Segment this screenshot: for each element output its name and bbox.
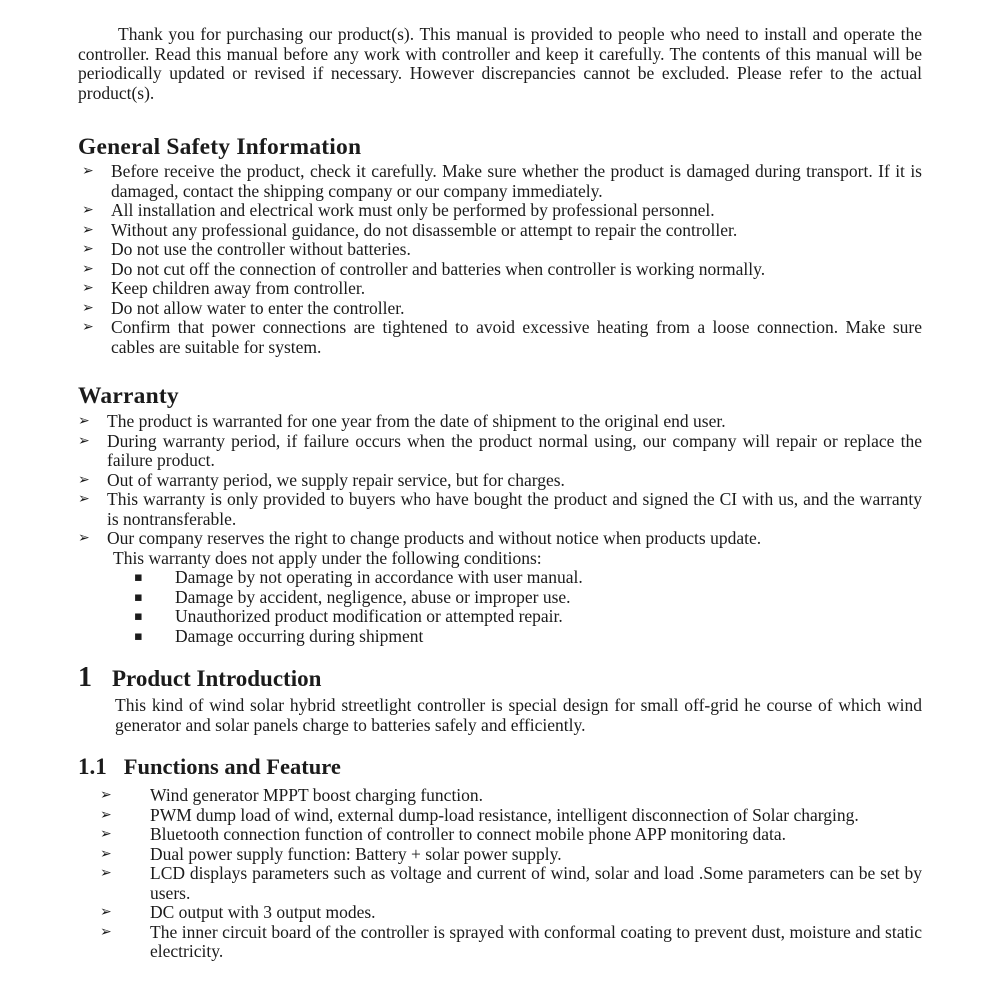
list-item-text: Keep children away from controller.	[111, 278, 366, 298]
square-bullet-icon: ▪	[134, 570, 143, 585]
list-item	[78, 490, 922, 529]
list-item-text: All installation and electrical work must only be performed by professional personnel.	[111, 200, 715, 220]
list-item	[78, 529, 922, 549]
list-item-text: Without any professional guidance, do not disassemble or attempt to repair the controller.	[111, 219, 738, 240]
arrow-bullet-icon: ➢	[82, 202, 94, 218]
square-bullet-icon: ▪	[134, 628, 143, 644]
arrow-bullet-icon: ➢	[78, 491, 90, 507]
list-item-text: The inner circuit board of the controller is sprayed with conformal coating to prevent dust, moisture and static electricity.	[150, 921, 922, 961]
list-item	[78, 240, 922, 260]
list-item-text: Damage by not operating in accordance with user manual.	[175, 567, 583, 587]
arrow-bullet-icon: ➢	[100, 904, 112, 920]
arrow-bullet-icon: ➢	[82, 221, 94, 238]
list-item	[78, 221, 922, 241]
list-item	[78, 162, 922, 201]
list-item-text: DC output with 3 output modes.	[150, 902, 376, 922]
heading-functions-feature	[78, 754, 922, 780]
heading-product-introduction	[78, 663, 922, 694]
arrow-bullet-icon: ➢	[100, 787, 112, 803]
arrow-bullet-icon: ➢	[78, 530, 90, 546]
list-item-text: Wind generator MPPT boost charging function.	[150, 785, 484, 805]
list-item-text: LCD displays parameters such as voltage and current of wind, solar and load .Some parameters can be set by users.	[150, 863, 922, 903]
heading-warranty: Warranty	[78, 383, 179, 409]
list-item	[78, 864, 922, 903]
list-item	[78, 279, 922, 299]
list-item	[78, 432, 922, 471]
list-item-text: Do not use the controller without batteries.	[111, 239, 411, 259]
list-item-text: The product is warranted for one year from the date of shipment to the original end user.	[107, 411, 726, 431]
list-item	[78, 903, 922, 923]
list-item-text: Do not allow water to enter the controller.	[111, 297, 405, 318]
list-item	[78, 806, 922, 826]
arrow-bullet-icon: ➢	[82, 319, 94, 335]
list-item	[78, 471, 922, 491]
warranty-list	[78, 412, 922, 549]
list-item-text: Unauthorized product modification or attempted repair.	[175, 606, 563, 626]
list-item-text: PWM dump load of wind, external dump-load resistance, intelligent disconnection of Solar charging.	[150, 804, 859, 825]
list-item	[78, 627, 922, 647]
list-item	[78, 260, 922, 280]
list-item	[78, 845, 922, 865]
list-item	[78, 299, 922, 319]
list-item	[78, 607, 922, 627]
square-bullet-icon: ▪	[134, 589, 143, 605]
arrow-bullet-icon: ➢	[100, 923, 112, 940]
list-item	[78, 568, 922, 588]
list-item	[78, 786, 922, 806]
list-item-text: Damage by accident, negligence, abuse or improper use.	[175, 586, 571, 607]
list-item	[78, 923, 922, 962]
product-introduction-body: This kind of wind solar hybrid streetlight controller is special design for small off-grid he course of which wind generator and solar panels charge to batteries safely and efficiently.	[115, 695, 922, 735]
arrow-bullet-icon: ➢	[82, 299, 94, 316]
list-item-text: During warranty period, if failure occurs when the product normal using, our company will repair or replace the failure product.	[107, 430, 922, 470]
list-item-text: Dual power supply function: Battery + solar power supply.	[150, 843, 562, 864]
warranty-conditions-note: This warranty does not apply under the following conditions:	[113, 547, 542, 568]
arrow-bullet-icon: ➢	[82, 280, 94, 296]
section-title: Functions and Feature	[123, 754, 341, 779]
list-item-text: Confirm that power connections are tightened to avoid excessive heating from a loose connection. Make sure cables are suitable for system.	[111, 317, 922, 357]
arrow-bullet-icon: ➢	[100, 806, 112, 823]
section-title: Product Introduction	[112, 666, 322, 691]
arrow-bullet-icon: ➢	[78, 413, 90, 429]
safety-list	[78, 162, 922, 357]
arrow-bullet-icon: ➢	[100, 845, 112, 862]
heading-general-safety: General Safety Information	[78, 134, 362, 160]
list-item	[78, 412, 922, 432]
list-item-text: Before receive the product, check it carefully. Make sure whether the product is damaged during transport. If it is damaged, contact the shipping company or our company immediately.	[111, 161, 922, 201]
arrow-bullet-icon: ➢	[100, 865, 112, 881]
arrow-bullet-icon: ➢	[82, 260, 94, 277]
arrow-bullet-icon: ➢	[78, 432, 90, 449]
arrow-bullet-icon: ➢	[78, 471, 90, 488]
section-number: 1	[78, 662, 92, 693]
list-item-text: Out of warranty period, we supply repair service, but for charges.	[107, 469, 565, 490]
arrow-bullet-icon: ➢	[82, 241, 94, 257]
section-number: 1.1	[78, 754, 107, 779]
warranty-conditions-list	[78, 568, 922, 646]
list-item	[78, 201, 922, 221]
list-item	[78, 588, 922, 608]
square-bullet-icon: ▪	[134, 609, 143, 624]
list-item	[78, 825, 922, 845]
list-item-text: Our company reserves the right to change products and without notice when products update.	[107, 528, 762, 548]
list-item-text: Bluetooth connection function of controller to connect mobile phone APP monitoring data.	[150, 824, 787, 844]
list-item	[78, 318, 922, 357]
list-item-text: Damage occurring during shipment	[175, 625, 424, 646]
features-list	[78, 786, 922, 962]
intro-paragraph: Thank you for purchasing our product(s). This manual is provided to people who need to install and operate the controller. Read this manual before any work with controller and keep it carefully. The contents of this manual will be periodically updated or revised if necessary. However discrepancies cannot be excluded. Please refer to the actual product(s).	[78, 24, 922, 103]
list-item-text: Do not cut off the connection of controller and batteries when controller is working normally.	[111, 258, 766, 279]
list-item-text: This warranty is only provided to buyers who have bought the product and signed the CI with us, and the warranty is nontransferable.	[107, 489, 922, 529]
arrow-bullet-icon: ➢	[100, 826, 112, 842]
arrow-bullet-icon: ➢	[82, 163, 94, 179]
